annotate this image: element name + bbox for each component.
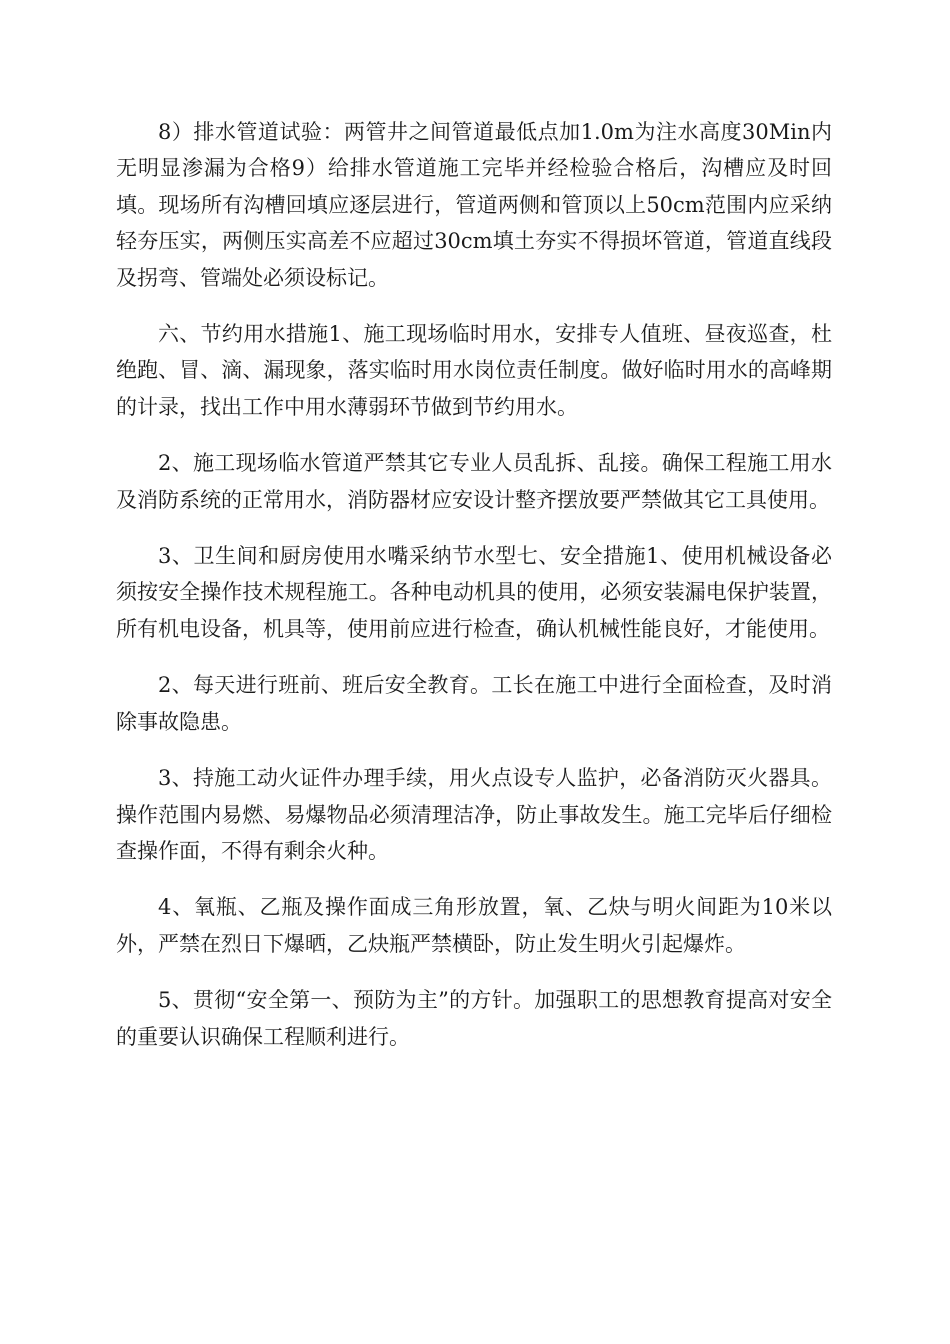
paragraph-fire-permit: 3、持施工动火证件办理手续，用火点设专人监护，必备消防灭火器具。操作范围内易燃、易爆物品必须清理洁净，防止事故发生。施工完毕后仔细检查操作面，不得有剩余火种。: [116, 766, 832, 863]
paragraph-gas-cylinders: 4、氧瓶、乙瓶及操作面成三角形放置，氧、乙炔与明火间距为10米以外，严禁在烈日下爆晒，乙炔瓶严禁横卧，防止发生明火引起爆炸。: [116, 895, 832, 956]
paragraph-safety-education: 2、每天进行班前、班后安全教育。工长在施工中进行全面检查，及时消除事故隐患。: [116, 673, 832, 734]
document-page: [116, 114, 832, 1075]
paragraph-water-saving: 六、节约用水措施1、施工现场临时用水，安排专人值班、昼夜巡查，杜绝跑、冒、滴、漏现象，落实临时用水岗位责任制度。做好临时用水的高峰期的计录，找出工作中用水薄弱环节做到节约用水。: [116, 322, 832, 419]
paragraph-safety-measures: 3、卫生间和厨房使用水嘴采纳节水型七、安全措施1、使用机械设备必须按安全操作技术规程施工。各种电动机具的使用，必须安装漏电保护装置，所有机电设备，机具等，使用前应进行检查，确认机械性能良好，才能使用。: [116, 544, 832, 641]
paragraph-pipe-protection: 2、施工现场临水管道严禁其它专业人员乱拆、乱接。确保工程施工用水及消防系统的正常用水，消防器材应安设计整齐摆放要严禁做其它工具使用。: [116, 451, 832, 512]
paragraph-safety-policy: 5、贯彻“安全第一、预防为主”的方针。加强职工的思想教育提高对安全的重要认识确保工程顺利进行。: [116, 988, 832, 1049]
paragraph-drainage-test: 8）排水管道试验：两管井之间管道最低点加1.0m为注水高度30Min内无明显渗漏为合格9）给排水管道施工完毕并经检验合格后，沟槽应及时回填。现场所有沟槽回填应逐层进行，管道两侧和管顶以上50cm范围内应采纳轻夯压实，两侧压实高差不应超过30cm填土夯实不得损坏管道，管道直线段及拐弯、管端处必须设标记。: [116, 120, 832, 290]
